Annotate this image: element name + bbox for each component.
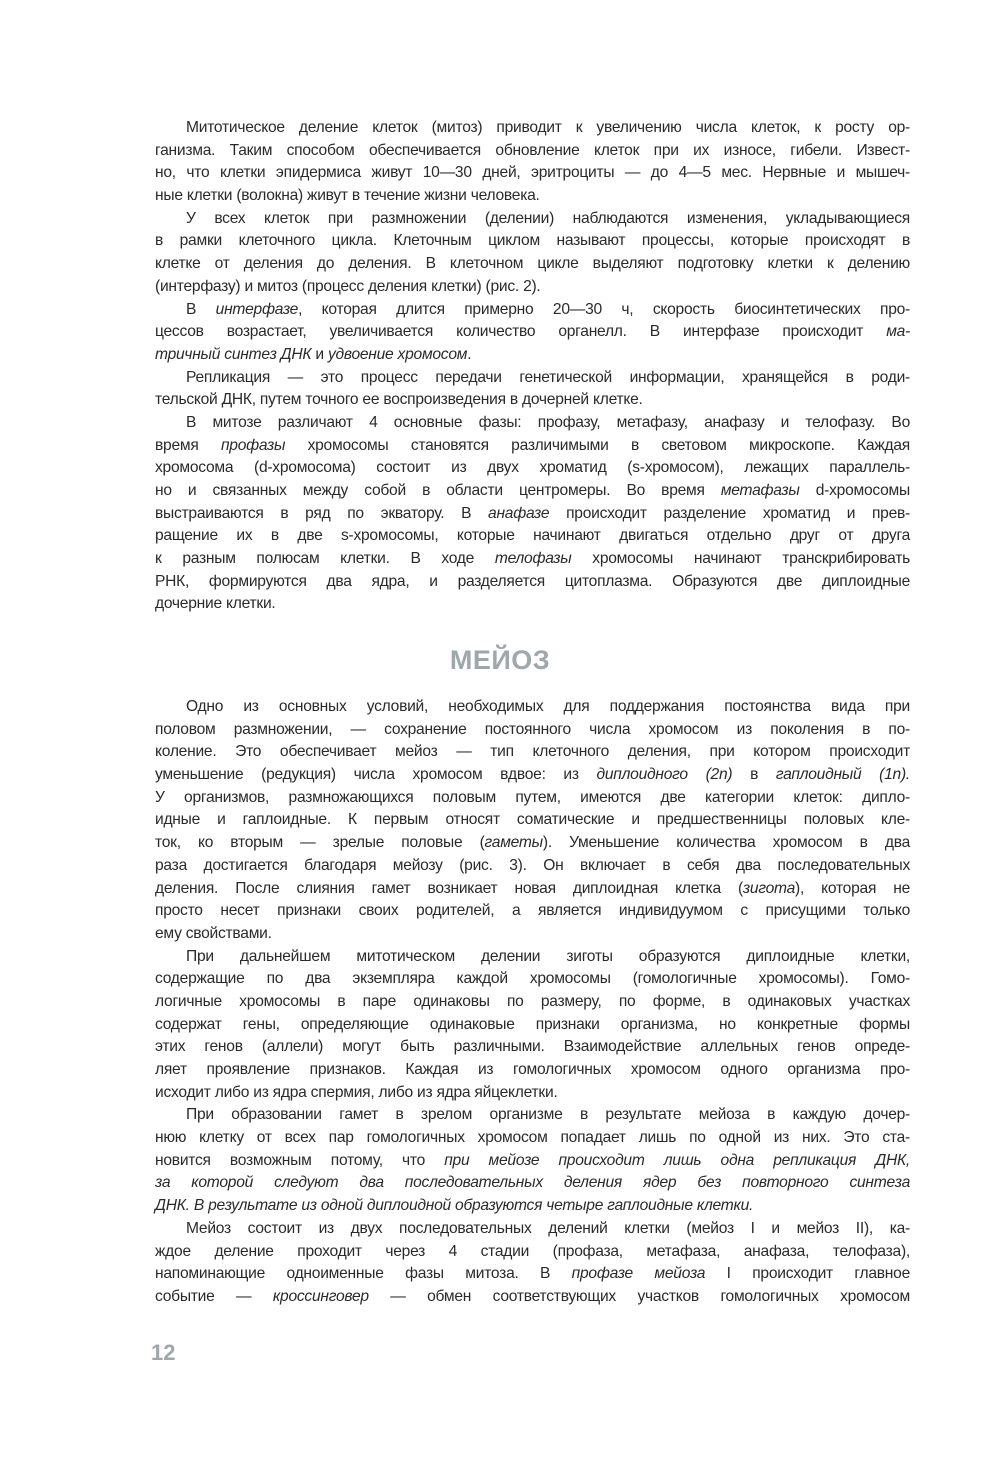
emphasis-term: ДНК. В результате из одной диплоидной образуются четыре гаплоидные клетки. (155, 1197, 754, 1215)
text-run: При дальнейшем митотическом делении зиготы образуются диплоидные клетки, (186, 947, 910, 965)
text-run: и (311, 345, 328, 363)
text-run: цессов возрастает, увеличивается количество органелл. В интерфазе происходит (155, 323, 887, 341)
text-run: ток, ко вторым — зрелые половые ( (155, 834, 485, 852)
text-line (155, 946, 910, 969)
paragraph (155, 946, 910, 1105)
text-line (155, 1218, 910, 1241)
text-line (155, 571, 910, 594)
text-line (155, 1127, 910, 1150)
text-run: время (155, 436, 221, 454)
text-run: этих генов (аллели) могут быть различными. Взаимодействие аллельных генов опреде- (155, 1038, 910, 1056)
emphasis-term: профазе мейоза (571, 1265, 706, 1283)
text-line (155, 321, 910, 344)
text-run: В (186, 300, 216, 318)
text-run: коление. Это обеспечивает мейоз — тип клеточного деления, при котором происходит (155, 743, 910, 761)
paragraph (155, 1104, 910, 1217)
text-line (155, 741, 910, 764)
text-line (155, 900, 910, 923)
emphasis-term: кроссинговер (272, 1287, 369, 1305)
paragraph (155, 1218, 910, 1309)
text-run: . (467, 345, 472, 363)
emphasis-term: зигота (742, 879, 796, 897)
text-run: ), которая не (795, 879, 910, 897)
text-line (155, 1241, 910, 1264)
emphasis-term: анафазе (488, 504, 550, 522)
text-run: Мейоз состоит из двух последовательных делений клетки (мейоз I и мейоз II), ка- (186, 1219, 910, 1237)
paragraph (155, 367, 910, 412)
text-run: У организмов, размножающихся половым путем, имеются две категории клеток: дипло- (155, 788, 910, 806)
text-run: дочерние клетки. (155, 595, 276, 613)
emphasis-term: ма- (886, 323, 910, 341)
text-line (155, 696, 910, 719)
text-line (155, 412, 910, 435)
emphasis-term: за которой следуют два последовательных деления ядер без повторного синтеза (155, 1174, 910, 1192)
text-run: I происходит главное (705, 1265, 910, 1283)
emphasis-term: удвоение хромосом (327, 345, 468, 363)
text-run: выстраиваются в ряд по экватору. В (155, 504, 489, 522)
text-run: исходит либо из ядра спермия, либо из ядра яйцеклетки. (155, 1083, 558, 1101)
emphasis-term: гаплоидный (1n). (775, 766, 910, 784)
text-line (155, 344, 910, 367)
text-line (155, 787, 910, 810)
text-run: в рамки клеточного цикла. Клеточным циклом называют процессы, которые происходят в (155, 232, 910, 250)
text-line (155, 968, 910, 991)
text-run: При образовании гамет в зрелом организме в результате мейоза в каждую дочер- (186, 1106, 910, 1124)
text-run: просто несет признаки своих родителей, а является индивидуумом с присущими только (155, 902, 910, 920)
text-line (155, 1036, 910, 1059)
text-line (155, 1104, 910, 1127)
text-run: происходит разделение хроматид и прев- (549, 504, 910, 522)
text-line (155, 1059, 910, 1082)
text-run: событие — (155, 1287, 273, 1305)
text-run: Митотическое деление клеток (митоз) приводит к увеличению числа клеток, к росту ор- (186, 119, 910, 136)
text-run: , которая длится примерно 20—30 ч, скорость биосинтетических про- (298, 300, 910, 318)
text-run: ращение их в две s-хромосомы, которые начинают двигаться отдельно друг от друга (155, 527, 910, 545)
paragraph (155, 412, 910, 616)
emphasis-term: профазы (220, 436, 286, 454)
text-run: содержащие по два экземпляра каждой хромосомы (гомологичные хромосомы). Гомо- (155, 970, 910, 988)
text-line (155, 878, 910, 901)
paragraph (155, 696, 910, 946)
text-run: тельской ДНК, путем точного ее воспроизведения в дочерней клетке. (155, 391, 643, 409)
text-run: d-хромосомы (799, 482, 910, 499)
text-run: логичные хромосомы в паре одинаковы по размеру, по форме, в одинаковых участках (155, 992, 910, 1010)
text-run: деления. После слияния гамет возникает новая диплоидная клетка ( (155, 879, 743, 897)
text-line (155, 480, 910, 503)
text-run: (интерфазу) и митоз (процесс деления клетки) (рис. 2). (155, 277, 541, 295)
text-line (155, 548, 910, 571)
emphasis-term: метафазы (720, 482, 800, 499)
text-run: РНК, формируются два ядра, и разделяется цитоплазма. Образуются две диплоидные (155, 572, 910, 590)
text-run: Одно из основных условий, необходимых для поддержания постоянства вида при (186, 698, 910, 715)
page-number: 12 (151, 1340, 176, 1365)
text-line (155, 140, 910, 163)
text-line (155, 809, 910, 832)
text-line (155, 253, 910, 276)
text-line (155, 593, 910, 616)
paragraph (155, 299, 910, 367)
text-line (155, 503, 910, 526)
text-line (155, 1286, 910, 1309)
text-run: в (732, 766, 776, 784)
text-line (155, 299, 910, 322)
text-line (155, 117, 910, 140)
text-line (155, 457, 910, 480)
text-run: ляет проявление признаков. Каждая из гомологичных хромосом одного организма про- (155, 1061, 910, 1078)
section-heading-meiosis: МЕЙОЗ (449, 645, 551, 675)
emphasis-term: телофазы (494, 550, 572, 568)
text-run: ). Уменьшение количества хромосом в два (542, 834, 910, 852)
text-run: клетке от деления до деления. В клеточном цикле выделяют подготовку клетки к делению (155, 255, 910, 273)
emphasis-term: диплоидного (2n) (596, 766, 733, 784)
text-run: хромосома (d-хромосома) состоит из двух хроматид (s-хромосом), лежащих параллель- (155, 459, 910, 477)
emphasis-term: интерфазе (215, 300, 299, 318)
emphasis-term: гаметы (484, 834, 543, 852)
text-run: В митозе различают 4 основные фазы: профазу, метафазу, анафазу и телофазу. Во (186, 413, 910, 431)
text-run: содержат гены, определяющие одинаковые признаки организма, но конкретные формы (155, 1015, 910, 1033)
text-line (155, 764, 910, 787)
text-line (155, 832, 910, 855)
text-run: ные клетки (волокна) живут в течение жизни человека. (155, 187, 540, 205)
text-line (155, 1082, 910, 1105)
meiosis-section (155, 696, 910, 1309)
text-line (155, 389, 910, 412)
text-run: ему свойствами. (155, 924, 272, 942)
text-line (155, 1263, 910, 1286)
text-run: идные и гаплоидные. К первым относят соматические и предшественницы половых кле- (155, 811, 910, 829)
text-run: ждое деление проходит через 4 стадии (профаза, метафаза, анафаза, телофаза), (155, 1242, 910, 1260)
paragraph (155, 117, 910, 208)
paragraph (155, 208, 910, 299)
text-line (155, 1014, 910, 1037)
text-run: но и связанных между собой в области центромеры. Во время (155, 482, 721, 499)
text-line (155, 367, 910, 390)
text-run: — обмен соответствующих участков гомологичных хромосом (368, 1287, 910, 1305)
text-run: хромосомы становятся различимыми в световом микроскопе. Каждая (285, 436, 910, 454)
text-run: раза достигается благодаря мейозу (рис. 3). Он включает в себя два последовательных (155, 856, 910, 874)
text-line (155, 185, 910, 208)
text-line (155, 208, 910, 231)
text-line (155, 923, 910, 946)
text-line (155, 230, 910, 253)
text-run: хромосомы начинают транскрибировать (571, 550, 910, 568)
text-run: нюю клетку от всех пар гомологичных хромосом попадает лишь по одной из них. Это ста- (155, 1129, 910, 1147)
text-line (155, 435, 910, 458)
text-run: новится возможным потому, что (155, 1151, 445, 1169)
text-line (155, 719, 910, 742)
text-run: У всех клеток при размножении (делении) наблюдаются изменения, укладывающиеся (186, 209, 910, 227)
text-run: уменьшение (редукция) числа хромосом вдвое: из (155, 766, 597, 784)
text-run: но, что клетки эпидермиса живут 10—30 дней, эритроциты — до 4—5 мес. Нервные и мышеч- (155, 164, 910, 182)
text-run: ганизма. Таким способом обеспечивается обновление клеток при их износе, гибели. Извест- (155, 141, 910, 159)
text-run: к разным полюсам клетки. В ходе (155, 550, 495, 568)
text-line (155, 1195, 910, 1218)
emphasis-term: тричный синтез ДНК (155, 345, 312, 363)
text-line (155, 525, 910, 548)
text-run: Репликация — это процесс передачи генетической информации, хранящейся в роди- (186, 368, 910, 386)
text-line (155, 991, 910, 1014)
text-line (155, 1172, 910, 1195)
mitosis-section (155, 117, 910, 616)
text-run: половом размножении, — сохранение постоянного числа хромосом из поколения в по- (155, 720, 910, 738)
text-line (155, 1150, 910, 1173)
emphasis-term: при мейозе происходит лишь одна репликация ДНК, (444, 1151, 910, 1169)
text-line (155, 855, 910, 878)
text-line (155, 162, 910, 185)
text-run: напоминающие одноименные фазы митоза. В (155, 1265, 572, 1283)
text-line (155, 276, 910, 299)
